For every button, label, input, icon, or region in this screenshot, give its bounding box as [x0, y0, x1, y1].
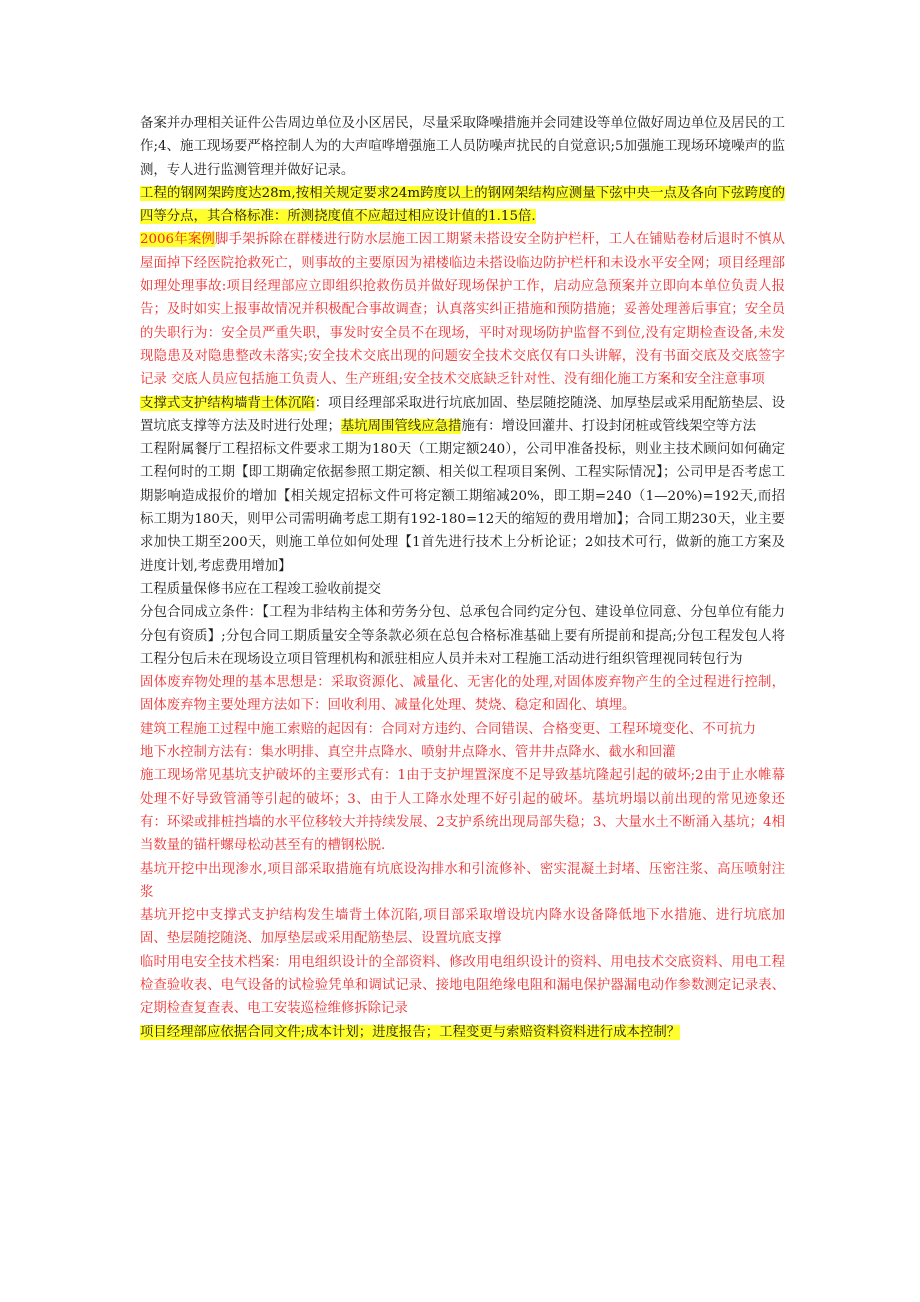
- text-run: ：项目经理部采取进行坑底加固、垫层随挖随浇、加厚垫层或采用配筋垫层、设置坑底支撑等方法及时进行处理；: [140, 395, 786, 434]
- paragraph: [140, 764, 785, 857]
- highlighted-text: 支撑式支护结构墙背土体沉陷: [140, 395, 315, 411]
- paragraph: [140, 392, 785, 439]
- paragraph: [140, 951, 785, 1021]
- text-run: 固体废弃物处理的基本思想是：采取资源化、减量化、无害化的处理,对固体废弃物产生的全过程进行控制，固体废弃物主要处理方法如下：回收利用、减量化处理、焚烧、稳定和固化、填埋。: [140, 675, 785, 714]
- text-run: 工程附属餐厅工程招标文件要求工期为180天（工期定额240），公司甲准备投标，则业主技术顾问如何确定工程何时的工期【即工期确定依据参照工期定额、相关似工程项目案例、工程实际情况】；公司甲是否考虑工期影响造成报价的增加【相关规定招标文件可将定额工期缩减20%，即工期=240（1—20%)=192天,而招标工期为180天，则甲公司需明确考虑工期有192-180=12天的缩短的费用增加】；合同工期230天，业主要求加快工期至200天，则施工单位如何处理【1首先进行技术上分析论证；2如技术可行，做新的施工方案及进度计划,考虑费用增加】: [140, 442, 785, 574]
- text-run: 脚手架拆除在群楼进行防水层施工因工期紧未搭设安全防护栏杆，工人在铺贴卷材后退时不慎从屋面掉下经医院抢救死亡，则事故的主要原因为裙楼临边未搭设临边防护栏杆和未设水平安全网；项目经理部如理处理事故:项目经理部应立即组织抢救伤员并做好现场保护工作，启动应急预案并立即向本单位负责人报告；及时如实上报事故情况并积极配合事故调查；认真落实纠正措施和预防措施；妥善处理善后事宜；安全员的失职行为：安全员严重失职，事发时安全员不在现场，平时对现场防护监督不到位,没有定期检查设备,未发现隐患及对隐患整改未落实;安全技术交底出现的问题安全技术交底仅有口头讲解，没有书面交底及交底签字记录 交底人员应包括施工负责人、生产班组;安全技术交底缺乏针对性、没有细化施工方案和安全注意事项: [140, 232, 786, 388]
- text-run: 施工现场常见基坑支护破坏的主要形式有：1由于支护埋置深度不足导致基坑隆起引起的破坏;2由于止水帷幕处理不好导致管涌等引起的破坏；3、由于人工降水处理不好引起的破坏。基坑坍塌以前出现的常见迹象还有：环梁或排桩挡墙的水平位移较大并持续发展、2支护系统出现局部失稳；3、大量水土不断涌入基坑；4相当数量的锚杆螺母松动甚至有的槽钢松脱.: [140, 768, 785, 854]
- highlighted-text: 工程的钢网架跨度达28m,按相关规定要求24m跨度以上的钢网架结构应测量下弦中央一点及各向下弦跨度的四等分点，其合格标准：所测挠度值不应超过相应设计值的1.15倍.: [140, 185, 785, 225]
- document-body: [140, 112, 785, 1044]
- highlighted-text: 2006年案例: [140, 232, 215, 248]
- paragraph: [140, 671, 785, 718]
- text-run: 地下水控制方法有：集水明排、真空井点降水、喷射井点降水、管井井点降水、截水和回灌: [140, 745, 676, 761]
- paragraph: [140, 182, 785, 229]
- highlighted-text: 基坑周围管线应急措: [340, 418, 462, 434]
- paragraph: [140, 741, 785, 764]
- highlighted-text: 项目经理部应依据合同文件;成本计划；进度报告；工程变更与索赔资料资料进行成本控制？: [140, 1024, 681, 1040]
- text-run: 备案并办理相关证件公告周边单位及小区居民，尽量采取降噪措施并会同建设等单位做好周边单位及居民的工作;4、施工现场要严格控制人为的大声喧哗增强施工人员防噪声扰民的自觉意识;5加强施工现场环境噪声的监测，专人进行监测管理并做好记录。: [140, 116, 785, 178]
- text-run: 基坑开挖中出现渗水,项目部采取措施有坑底设沟排水和引流修补、密实混凝土封堵、压密注浆、高压喷射注浆: [140, 861, 785, 900]
- text-run: 施有：增设回灌井、打设封闭桩或管线架空等方法: [461, 418, 756, 434]
- paragraph: [140, 858, 785, 905]
- paragraph: [140, 601, 785, 671]
- paragraph: [140, 112, 785, 182]
- text-run: 临时用电安全技术档案：用电组织设计的全部资料、修改用电组织设计的资料、用电技术交底资料、用电工程检查验收表、电气设备的试检验凭单和调试记录、接地电阻绝缘电阻和漏电保护器漏电动作参数测定记录表、定期检查复查表、电工安装巡检维修拆除记录: [140, 954, 785, 1017]
- text-run: 分包合同成立条件：【工程为非结构主体和劳务分包、总承包合同约定分包、建设单位同意、分包单位有能力分包有资质】;分包合同工期质量安全等条款必须在总包合格标准基础上要有所提前和提高;分包工程发包人将工程分包后未在现场设立项目管理机构和派驻相应人员并未对工程施工活动进行组织管理视同转包行为: [140, 605, 785, 667]
- paragraph: [140, 1021, 785, 1044]
- paragraph: [140, 438, 785, 578]
- paragraph: [140, 904, 785, 951]
- paragraph: [140, 718, 785, 741]
- paragraph: [140, 228, 785, 391]
- text-run: 基坑开挖中支撑式支护结构发生墙背土体沉陷,项目部采取增设坑内降水设备降低地下水措施、进行坑底加固、垫层随挖随浇、加厚垫层或采用配筋垫层、设置坑底支撑: [140, 908, 785, 947]
- text-run: 工程质量保修书应在工程竣工验收前提交: [140, 581, 382, 597]
- paragraph: [140, 578, 785, 601]
- text-run: 建筑工程施工过程中施工索赔的起因有：合同对方违约、合同错误、合格变更、工程环境变化、不可抗力: [140, 721, 756, 737]
